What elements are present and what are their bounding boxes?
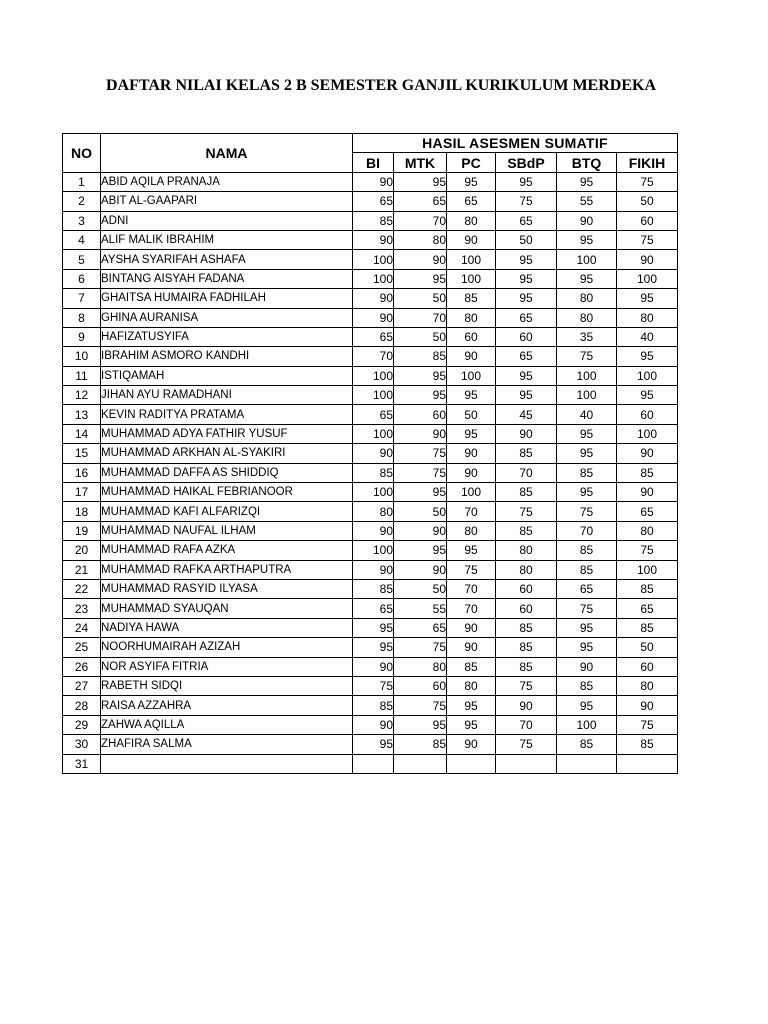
score-cell: 90 [496, 424, 557, 443]
header-no: NO [63, 134, 101, 173]
score-cell: 85 [496, 483, 557, 502]
score-cell: 100 [353, 483, 394, 502]
score-cell: 75 [394, 638, 447, 657]
score-cell: 90 [447, 463, 496, 482]
score-cell: 65 [496, 308, 557, 327]
score-cell: 65 [353, 405, 394, 424]
score-cell: 65 [394, 618, 447, 637]
score-cell: 100 [447, 366, 496, 385]
score-cell: 95 [353, 618, 394, 637]
row-number: 4 [63, 230, 101, 249]
score-cell: 60 [617, 405, 678, 424]
score-cell: 60 [496, 579, 557, 598]
score-cell: 95 [496, 172, 557, 191]
score-cell: 85 [617, 463, 678, 482]
score-cell: 100 [353, 366, 394, 385]
student-name: ABIT AL-GAAPARI [101, 192, 353, 211]
score-cell: 80 [557, 289, 617, 308]
score-cell: 80 [447, 676, 496, 695]
score-cell: 75 [557, 599, 617, 618]
score-cell: 50 [617, 192, 678, 211]
row-number: 28 [63, 696, 101, 715]
row-number: 17 [63, 483, 101, 502]
table-row [63, 347, 678, 366]
score-cell: 95 [557, 618, 617, 637]
student-name: MUHAMMAD RASYID ILYASA [101, 579, 353, 598]
score-cell: 95 [617, 347, 678, 366]
score-cell: 90 [617, 444, 678, 463]
grades-table [62, 133, 678, 774]
score-cell: 45 [496, 405, 557, 424]
score-cell: 85 [617, 579, 678, 598]
score-cell: 85 [447, 657, 496, 676]
score-cell: 65 [353, 192, 394, 211]
row-number: 13 [63, 405, 101, 424]
student-name: NOR ASYIFA FITRIA [101, 657, 353, 676]
table-row [63, 289, 678, 308]
score-cell: 100 [353, 250, 394, 269]
score-cell: 90 [617, 696, 678, 715]
score-cell: 75 [447, 560, 496, 579]
score-cell: 95 [394, 172, 447, 191]
score-cell: 80 [617, 308, 678, 327]
score-cell: 70 [557, 521, 617, 540]
score-cell: 70 [447, 502, 496, 521]
score-cell: 100 [617, 269, 678, 288]
score-cell: 80 [353, 502, 394, 521]
score-cell: 50 [447, 405, 496, 424]
score-cell: 95 [394, 386, 447, 405]
student-name: GHINA AURANISA [101, 308, 353, 327]
row-number: 16 [63, 463, 101, 482]
score-cell: 100 [617, 424, 678, 443]
score-cell: 95 [496, 250, 557, 269]
student-name: RABETH SIDQI [101, 676, 353, 695]
score-cell: 85 [353, 696, 394, 715]
row-number: 9 [63, 327, 101, 346]
row-number: 2 [63, 192, 101, 211]
score-cell: 60 [394, 405, 447, 424]
student-name: MUHAMMAD DAFFA AS SHIDDIQ [101, 463, 353, 482]
table-row [63, 483, 678, 502]
score-cell [557, 754, 617, 773]
score-cell: 95 [394, 715, 447, 734]
score-cell: 40 [557, 405, 617, 424]
score-cell: 90 [617, 483, 678, 502]
table-row [63, 696, 678, 715]
score-cell: 80 [557, 308, 617, 327]
score-cell: 85 [617, 735, 678, 754]
row-number: 6 [63, 269, 101, 288]
row-number: 15 [63, 444, 101, 463]
score-cell: 60 [447, 327, 496, 346]
document-title: DAFTAR NILAI KELAS 2 B SEMESTER GANJIL KURIKULUM MERDEKA [106, 77, 656, 94]
table-row [63, 560, 678, 579]
score-cell: 50 [394, 289, 447, 308]
score-cell: 75 [496, 192, 557, 211]
score-cell: 85 [617, 618, 678, 637]
score-cell: 100 [353, 424, 394, 443]
header-subject-bi: BI [353, 153, 394, 172]
score-cell: 75 [353, 676, 394, 695]
score-cell: 90 [394, 521, 447, 540]
score-cell: 100 [353, 541, 394, 560]
score-cell: 65 [496, 347, 557, 366]
score-cell: 85 [496, 618, 557, 637]
row-number: 19 [63, 521, 101, 540]
score-cell: 65 [557, 579, 617, 598]
score-cell: 70 [394, 308, 447, 327]
score-cell: 60 [617, 657, 678, 676]
score-cell: 80 [447, 211, 496, 230]
score-cell: 90 [353, 444, 394, 463]
score-cell: 90 [447, 444, 496, 463]
row-number: 18 [63, 502, 101, 521]
score-cell: 90 [353, 715, 394, 734]
score-cell: 85 [496, 657, 557, 676]
score-cell: 95 [447, 696, 496, 715]
score-cell [447, 754, 496, 773]
student-name: ALIF MALIK IBRAHIM [101, 230, 353, 249]
row-number: 21 [63, 560, 101, 579]
score-cell: 90 [557, 657, 617, 676]
score-cell: 75 [617, 541, 678, 560]
score-cell: 75 [617, 172, 678, 191]
score-cell: 100 [353, 269, 394, 288]
score-cell: 100 [557, 366, 617, 385]
table-row [63, 444, 678, 463]
score-cell: 70 [394, 211, 447, 230]
score-cell: 95 [394, 483, 447, 502]
score-cell: 100 [447, 269, 496, 288]
score-cell: 75 [496, 735, 557, 754]
student-name: NOORHUMAIRAH AZIZAH [101, 638, 353, 657]
score-cell: 90 [447, 347, 496, 366]
score-cell: 95 [496, 366, 557, 385]
score-cell: 70 [447, 599, 496, 618]
table-row [63, 541, 678, 560]
score-cell: 85 [394, 347, 447, 366]
header-assessment-group: HASIL ASESMEN SUMATIF [353, 134, 678, 153]
score-cell: 85 [496, 521, 557, 540]
score-cell: 85 [447, 289, 496, 308]
score-cell: 75 [496, 502, 557, 521]
score-cell: 95 [447, 715, 496, 734]
table-row [63, 735, 678, 754]
header-subject-sbdp: SBdP [496, 153, 557, 172]
score-cell [617, 754, 678, 773]
score-cell: 95 [394, 269, 447, 288]
score-cell: 100 [557, 715, 617, 734]
score-cell: 95 [557, 696, 617, 715]
row-number: 12 [63, 386, 101, 405]
table-row [63, 211, 678, 230]
student-name: ISTIQAMAH [101, 366, 353, 385]
score-cell: 95 [557, 424, 617, 443]
score-cell: 80 [496, 560, 557, 579]
table-row [63, 230, 678, 249]
row-number: 23 [63, 599, 101, 618]
score-cell: 65 [447, 192, 496, 211]
score-cell: 70 [447, 579, 496, 598]
score-cell: 75 [617, 715, 678, 734]
table-row [63, 405, 678, 424]
score-cell: 65 [617, 599, 678, 618]
score-cell: 95 [447, 541, 496, 560]
score-cell: 75 [394, 696, 447, 715]
score-cell: 60 [496, 599, 557, 618]
score-cell: 90 [353, 308, 394, 327]
score-cell: 100 [617, 560, 678, 579]
score-cell: 95 [394, 366, 447, 385]
score-cell: 95 [557, 483, 617, 502]
score-cell: 90 [353, 230, 394, 249]
score-cell: 70 [496, 715, 557, 734]
student-name: MUHAMMAD ARKHAN AL-SYAKIRI [101, 444, 353, 463]
score-cell: 95 [447, 424, 496, 443]
row-number: 30 [63, 735, 101, 754]
grades-body [63, 172, 678, 773]
score-cell: 90 [447, 618, 496, 637]
score-cell: 80 [447, 521, 496, 540]
score-cell: 85 [557, 541, 617, 560]
score-cell: 85 [353, 463, 394, 482]
score-cell: 90 [394, 424, 447, 443]
row-number: 26 [63, 657, 101, 676]
student-name: GHAITSA HUMAIRA FADHILAH [101, 289, 353, 308]
student-name: HAFIZATUSYIFA [101, 327, 353, 346]
score-cell: 65 [394, 192, 447, 211]
row-number: 10 [63, 347, 101, 366]
row-number: 3 [63, 211, 101, 230]
score-cell: 95 [447, 172, 496, 191]
score-cell: 50 [394, 579, 447, 598]
score-cell: 75 [394, 444, 447, 463]
score-cell: 95 [557, 269, 617, 288]
score-cell: 100 [617, 366, 678, 385]
score-cell: 85 [557, 560, 617, 579]
score-cell: 80 [617, 676, 678, 695]
score-cell: 85 [353, 579, 394, 598]
table-row [63, 599, 678, 618]
score-cell: 95 [557, 638, 617, 657]
student-name: MUHAMMAD RAFKA ARTHAPUTRA [101, 560, 353, 579]
score-cell: 40 [617, 327, 678, 346]
student-name: AYSHA SYARIFAH ASHAFA [101, 250, 353, 269]
score-cell: 90 [353, 521, 394, 540]
table-row [63, 366, 678, 385]
table-row [63, 657, 678, 676]
score-cell: 50 [617, 638, 678, 657]
score-cell: 95 [353, 638, 394, 657]
score-cell: 35 [557, 327, 617, 346]
score-cell: 80 [617, 521, 678, 540]
table-row [63, 715, 678, 734]
student-name: KEVIN RADITYA PRATAMA [101, 405, 353, 424]
score-cell: 90 [496, 696, 557, 715]
table-row [63, 269, 678, 288]
score-cell: 100 [557, 386, 617, 405]
score-cell: 75 [394, 463, 447, 482]
score-cell: 95 [617, 386, 678, 405]
table-row [63, 463, 678, 482]
header-subject-fikih: FIKIH [617, 153, 678, 172]
student-name: ADNI [101, 211, 353, 230]
score-cell: 95 [557, 444, 617, 463]
score-cell: 75 [557, 347, 617, 366]
table-row [63, 424, 678, 443]
score-cell: 75 [557, 502, 617, 521]
student-name: ABID AQILA PRANAJA [101, 172, 353, 191]
table-row [63, 754, 678, 773]
score-cell: 60 [394, 676, 447, 695]
row-number: 5 [63, 250, 101, 269]
table-row [63, 502, 678, 521]
score-cell: 90 [353, 657, 394, 676]
score-cell: 85 [353, 211, 394, 230]
score-cell: 80 [496, 541, 557, 560]
row-number: 31 [63, 754, 101, 773]
header-subject-btq: BTQ [557, 153, 617, 172]
score-cell: 95 [557, 230, 617, 249]
score-cell: 95 [496, 269, 557, 288]
score-cell: 85 [557, 463, 617, 482]
score-cell: 90 [447, 735, 496, 754]
table-row [63, 386, 678, 405]
score-cell: 90 [447, 638, 496, 657]
score-cell: 90 [394, 560, 447, 579]
score-cell: 90 [353, 560, 394, 579]
score-cell: 70 [496, 463, 557, 482]
table-row [63, 327, 678, 346]
row-number: 8 [63, 308, 101, 327]
row-number: 27 [63, 676, 101, 695]
row-number: 25 [63, 638, 101, 657]
score-cell: 65 [496, 211, 557, 230]
student-name: MUHAMMAD ADYA FATHIR YUSUF [101, 424, 353, 443]
score-cell: 95 [447, 386, 496, 405]
score-cell: 55 [394, 599, 447, 618]
score-cell: 65 [617, 502, 678, 521]
score-cell: 50 [394, 327, 447, 346]
student-name: MUHAMMAD HAIKAL FEBRIANOOR [101, 483, 353, 502]
score-cell: 80 [394, 230, 447, 249]
score-cell: 95 [496, 289, 557, 308]
score-cell: 75 [617, 230, 678, 249]
student-name: RAISA AZZAHRA [101, 696, 353, 715]
header-subject-pc: PC [447, 153, 496, 172]
row-number: 24 [63, 618, 101, 637]
header-nama: NAMA [101, 134, 353, 173]
score-cell [496, 754, 557, 773]
row-number: 7 [63, 289, 101, 308]
student-name [101, 754, 353, 773]
student-name: MUHAMMAD KAFI ALFARIZQI [101, 502, 353, 521]
score-cell: 50 [394, 502, 447, 521]
score-cell: 95 [394, 541, 447, 560]
score-cell: 90 [617, 250, 678, 269]
student-name: IBRAHIM ASMORO KANDHI [101, 347, 353, 366]
score-cell: 75 [496, 676, 557, 695]
score-cell: 90 [557, 211, 617, 230]
table-row [63, 172, 678, 191]
table-row [63, 676, 678, 695]
table-row [63, 579, 678, 598]
score-cell: 100 [557, 250, 617, 269]
student-name: MUHAMMAD SYAUQAN [101, 599, 353, 618]
score-cell: 50 [496, 230, 557, 249]
score-cell: 100 [353, 386, 394, 405]
score-cell: 85 [557, 676, 617, 695]
score-cell: 95 [617, 289, 678, 308]
student-name: JIHAN AYU RAMADHANI [101, 386, 353, 405]
table-row [63, 638, 678, 657]
score-cell: 95 [353, 735, 394, 754]
score-cell: 85 [557, 735, 617, 754]
student-name: BINTANG AISYAH FADANA [101, 269, 353, 288]
table-row [63, 192, 678, 211]
student-name: ZAHWA AQILLA [101, 715, 353, 734]
score-cell [394, 754, 447, 773]
score-cell: 95 [557, 172, 617, 191]
score-cell: 90 [353, 289, 394, 308]
score-cell: 60 [496, 327, 557, 346]
score-cell: 70 [353, 347, 394, 366]
score-cell: 95 [496, 386, 557, 405]
score-cell: 80 [394, 657, 447, 676]
row-number: 22 [63, 579, 101, 598]
header-row-group [63, 134, 678, 153]
row-number: 29 [63, 715, 101, 734]
row-number: 20 [63, 541, 101, 560]
score-cell: 90 [353, 172, 394, 191]
score-cell: 100 [447, 483, 496, 502]
score-cell: 60 [617, 211, 678, 230]
score-cell: 55 [557, 192, 617, 211]
row-number: 11 [63, 366, 101, 385]
score-cell: 80 [447, 308, 496, 327]
header-subject-mtk: MTK [394, 153, 447, 172]
score-cell: 90 [394, 250, 447, 269]
score-cell: 65 [353, 599, 394, 618]
table-row [63, 618, 678, 637]
score-cell: 85 [496, 444, 557, 463]
score-cell: 85 [496, 638, 557, 657]
student-name: ZHAFIRA SALMA [101, 735, 353, 754]
table-row [63, 308, 678, 327]
score-cell: 90 [447, 230, 496, 249]
score-cell: 65 [353, 327, 394, 346]
table-row [63, 521, 678, 540]
row-number: 14 [63, 424, 101, 443]
row-number: 1 [63, 172, 101, 191]
score-cell: 85 [394, 735, 447, 754]
student-name: NADIYA HAWA [101, 618, 353, 637]
student-name: MUHAMMAD RAFA AZKA [101, 541, 353, 560]
table-row [63, 250, 678, 269]
student-name: MUHAMMAD NAUFAL ILHAM [101, 521, 353, 540]
score-cell [353, 754, 394, 773]
score-cell: 100 [447, 250, 496, 269]
